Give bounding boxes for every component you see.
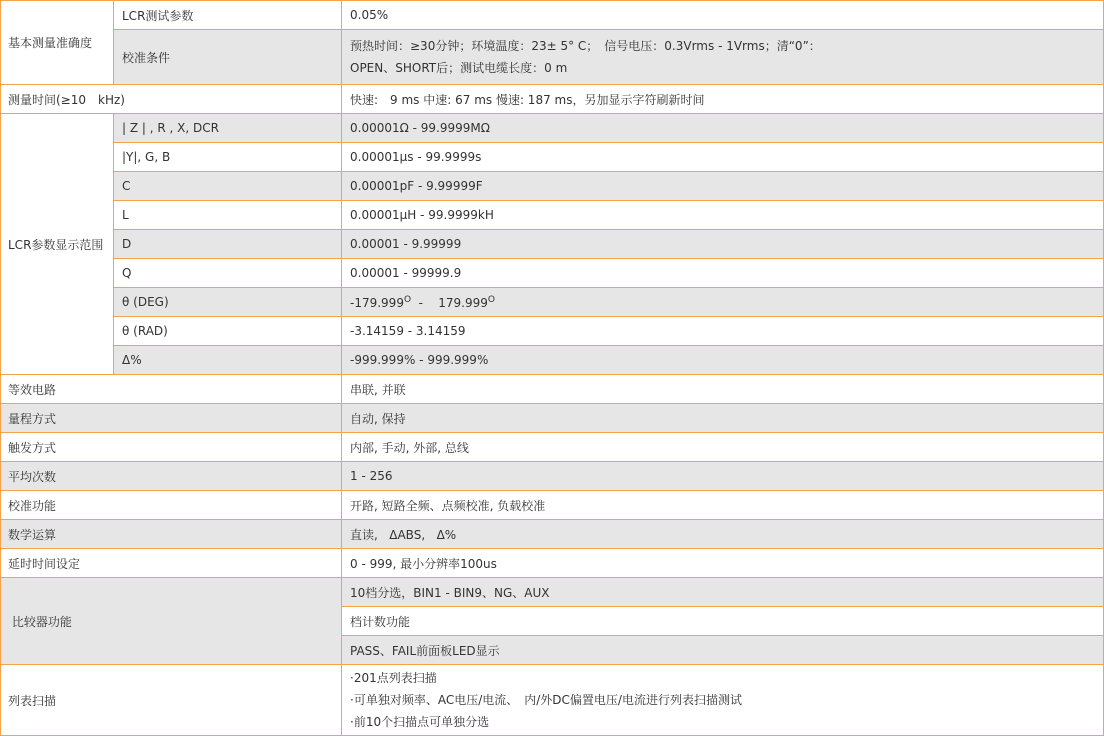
theta-deg-max: - 179.999 (411, 295, 488, 310)
table-row (1, 259, 1104, 288)
value-theta-rad: -3.14159 - 3.14159 (342, 317, 1104, 346)
row-label-comparator: 比较器功能 (1, 578, 342, 665)
row-label-trigger: 触发方式 (1, 433, 342, 462)
value-l: 0.00001μH - 99.9999kH (342, 201, 1104, 230)
table-row (1, 30, 1104, 85)
list-scan-line-3: ·前10个扫描点可单独分选 (350, 715, 490, 729)
value-list-scan (342, 665, 1104, 736)
cal-cond-line-2: OPEN、SHORT后；测试电缆长度：0 m (350, 61, 568, 75)
row-label-math: 数学运算 (1, 520, 342, 549)
table-row (1, 433, 1104, 462)
table-row (1, 114, 1104, 143)
value-cal-cond (342, 30, 1104, 85)
sub-label-y: |Y|, G, B (114, 143, 342, 172)
row-label-meas-time: 测量时间(≥10 kHz) (1, 85, 342, 114)
sub-label-theta-deg: θ (DEG) (114, 288, 342, 317)
value-comparator-2: 档计数功能 (342, 607, 1104, 636)
value-comparator-1: 10档分选，BIN1 - BIN9、NG、AUX (342, 578, 1104, 607)
row-label-equiv: 等效电路 (1, 375, 342, 404)
value-average: 1 - 256 (342, 462, 1104, 491)
table-row (1, 462, 1104, 491)
value-theta-deg (342, 288, 1104, 317)
row-label-range-mode: 量程方式 (1, 404, 342, 433)
row-label-delay: 延时时间设定 (1, 549, 342, 578)
value-delta-pct: -999.999% - 999.999% (342, 346, 1104, 375)
table-row (1, 665, 1104, 736)
value-calibration: 开路, 短路全频、点频校准, 负载校准 (342, 491, 1104, 520)
value-z: 0.00001Ω - 99.9999MΩ (342, 114, 1104, 143)
degree-mark-1: O (403, 294, 412, 305)
sub-label-q: Q (114, 259, 342, 288)
table-row (1, 230, 1104, 259)
value-trigger: 内部, 手动, 外部, 总线 (342, 433, 1104, 462)
row-label-calibration: 校准功能 (1, 491, 342, 520)
cal-cond-line-1: 预热时间：≥30分钟；环境温度：23± 5° C； 信号电压：0.3Vrms - 1Vrms；清“0”： (350, 39, 821, 53)
value-lcr-param: 0.05% (342, 1, 1104, 30)
row-label-list-scan: 列表扫描 (1, 665, 342, 736)
table-row (1, 317, 1104, 346)
table-row (1, 85, 1104, 114)
value-comparator-3: PASS、FAIL前面板LED显示 (342, 636, 1104, 665)
value-q: 0.00001 - 99999.9 (342, 259, 1104, 288)
sub-label-l: L (114, 201, 342, 230)
table-row (1, 288, 1104, 317)
value-meas-time: 快速: 9 ms 中速: 67 ms 慢速: 187 ms，另加显示字符刷新时间 (342, 85, 1104, 114)
value-d: 0.00001 - 9.99999 (342, 230, 1104, 259)
list-scan-line-1: ·201点列表扫描 (350, 671, 437, 685)
value-y: 0.00001μs - 99.9999s (342, 143, 1104, 172)
list-scan-line-2: ·可单独对频率、AC电压/电流、 内/外DC偏置电压/电流进行列表扫描测试 (350, 693, 742, 707)
value-equiv: 串联, 并联 (342, 375, 1104, 404)
table-row (1, 346, 1104, 375)
sub-label-delta-pct: Δ% (114, 346, 342, 375)
value-range-mode: 自动, 保持 (342, 404, 1104, 433)
table-row (1, 491, 1104, 520)
value-math: 直读, ΔABS, Δ% (342, 520, 1104, 549)
table-row (1, 520, 1104, 549)
sub-label-cal-cond: 校准条件 (114, 30, 342, 85)
value-delay: 0 - 999, 最小分辨率100us (342, 549, 1104, 578)
value-c: 0.00001pF - 9.99999F (342, 172, 1104, 201)
table-row (1, 143, 1104, 172)
table-row (1, 549, 1104, 578)
table-row (1, 578, 1104, 607)
row-label-range: LCR参数显示范围 (1, 114, 114, 375)
sub-label-d: D (114, 230, 342, 259)
row-label-accuracy: 基本测量准确度 (1, 1, 114, 85)
row-label-average: 平均次数 (1, 462, 342, 491)
table-row (1, 201, 1104, 230)
sub-label-lcr-param: LCR测试参数 (114, 1, 342, 30)
theta-deg-min: -179.999 (350, 295, 404, 310)
sub-label-theta-rad: θ (RAD) (114, 317, 342, 346)
table-row (1, 375, 1104, 404)
table-row (1, 172, 1104, 201)
table-row (1, 404, 1104, 433)
sub-label-z: | Z | , R , X, DCR (114, 114, 342, 143)
table-row (1, 1, 1104, 30)
degree-mark-2: O (487, 294, 495, 305)
sub-label-c: C (114, 172, 342, 201)
